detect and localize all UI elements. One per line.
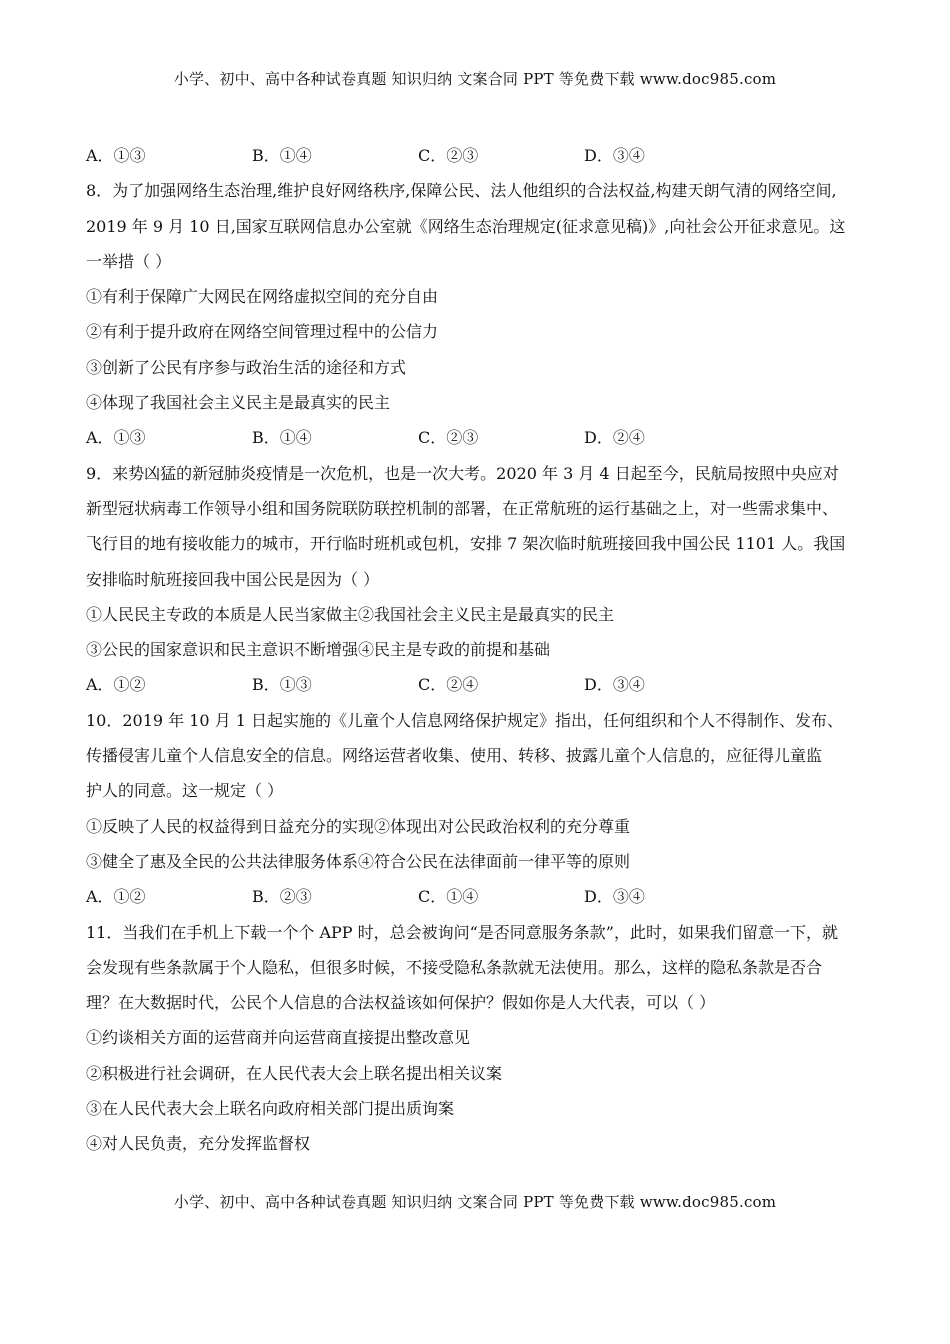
- question-8: [86, 173, 876, 455]
- q10-stem-line-1: 10．2019 年 10 月 1 日起实施的《儿童个人信息网络保护规定》指出，任何组织和个人不得制作、发布、: [86, 710, 844, 730]
- q10-option-c: C．①④: [418, 887, 479, 907]
- page-header: 小学、初中、高中各种试卷真题 知识归纳 文案合同 PPT 等免费下载 www.doc985.com: [173, 70, 777, 88]
- question-9: [86, 456, 876, 703]
- exam-content: [86, 138, 876, 1162]
- q8-statement-2: ②有利于提升政府在网络空间管理过程中的公信力: [86, 322, 439, 342]
- q9-option-a: A．①②: [86, 675, 146, 695]
- q9-option-d: D．③④: [584, 675, 645, 695]
- q8-stem-line-2: 2019 年 9 月 10 日,国家互联网信息办公室就《网络生态治理规定(征求意见稿)》,向社会公开征求意见。这: [86, 216, 846, 236]
- q7-option-d: D．③④: [584, 146, 645, 165]
- q10-option-b: B．②③: [252, 887, 312, 907]
- q11-statement-3: ③在人民代表大会上联名向政府相关部门提出质询案: [86, 1099, 455, 1119]
- q11-statement-4: ④对人民负责，充分发挥监督权: [86, 1134, 311, 1154]
- q9-option-c: C．②④: [418, 675, 479, 695]
- q11-statement-1: ①约谈相关方面的运营商并向运营商直接提出整改意见: [86, 1028, 471, 1048]
- q7-option-b: B．①④: [252, 146, 312, 165]
- question-10: [86, 703, 876, 915]
- q9-statement-2: ③公民的国家意识和民主意识不断增强④民主是专政的前提和基础: [86, 640, 551, 660]
- q10-option-d: D．③④: [584, 887, 645, 907]
- q8-option-a: A．①③: [86, 428, 146, 448]
- q10-option-a: A．①②: [86, 887, 146, 907]
- q9-statement-1: ①人民民主专政的本质是人民当家做主②我国社会主义民主是最真实的民主: [86, 604, 615, 624]
- q9-stem-line-4: 安排临时航班接回我中国公民是因为（ ）: [86, 569, 380, 589]
- q8-options: [86, 420, 876, 455]
- q8-statement-1: ①有利于保障广大网民在网络虚拟空间的充分自由: [86, 287, 439, 307]
- q10-statement-1: ①反映了人民的权益得到日益充分的实现②体现出对公民政治权利的充分尊重: [86, 816, 631, 836]
- q7-option-c: C．②③: [418, 146, 479, 165]
- q11-stem-line-3: 理？在大数据时代，公民个人信息的合法权益该如何保护？假如你是人大代表，可以（ ）: [86, 993, 716, 1013]
- question-11: [86, 915, 876, 1162]
- q9-stem-line-2: 新型冠状病毒工作领导小组和国务院联防联控机制的部署，在正常航班的运行基础之上，对一些需求集中、: [86, 498, 839, 518]
- q7-option-a: A．①③: [86, 146, 146, 165]
- q9-stem-line-3: 飞行目的地有接收能力的城市，开行临时班机或包机，安排 7 架次临时航班接回我中国公民 1101 人。我国: [86, 534, 846, 554]
- q9-options: [86, 667, 876, 702]
- q10-stem-line-2: 传播侵害儿童个人信息安全的信息。网络运营者收集、使用、转移、披露儿童个人信息的，应征得儿童监: [86, 746, 823, 766]
- q11-statement-2: ②积极进行社会调研，在人民代表大会上联名提出相关议案: [86, 1063, 503, 1083]
- q9-option-b: B．①③: [252, 675, 312, 695]
- q8-option-d: D．②④: [584, 428, 645, 448]
- q9-stem-line-1: 9．来势凶猛的新冠肺炎疫情是一次危机，也是一次大考。2020 年 3 月 4 日起至今，民航局按照中央应对: [86, 463, 839, 483]
- q8-stem-line-3: 一举措（ ）: [86, 251, 172, 271]
- q11-stem-line-1: 11．当我们在手机上下载一个个 APP 时，总会被询问“是否同意服务条款”，此时，如果我们留意一下，就: [86, 922, 838, 942]
- q10-stem-line-3: 护人的同意。这一规定（ ）: [86, 781, 284, 801]
- page-footer: 小学、初中、高中各种试卷真题 知识归纳 文案合同 PPT 等免费下载 www.doc985.com: [173, 1193, 777, 1211]
- q11-stem-line-2: 会发现有些条款属于个人隐私，但很多时候，不接受隐私条款就无法使用。那么，这样的隐私条款是否合: [86, 957, 823, 977]
- q10-options: [86, 879, 876, 914]
- q8-statement-4: ④体现了我国社会主义民主是最真实的民主: [86, 393, 391, 413]
- q7-options: [86, 138, 876, 173]
- q8-option-b: B．①④: [252, 428, 312, 448]
- q8-stem-line-1: 8．为了加强网络生态治理,维护良好网络秩序,保障公民、法人他组织的合法权益,构建天朗气清的网络空间,: [86, 181, 837, 201]
- q8-statement-3: ③创新了公民有序参与政治生活的途径和方式: [86, 357, 407, 377]
- q8-option-c: C．②③: [418, 428, 479, 448]
- q10-statement-2: ③健全了惠及全民的公共法律服务体系④符合公民在法律面前一律平等的原则: [86, 851, 631, 871]
